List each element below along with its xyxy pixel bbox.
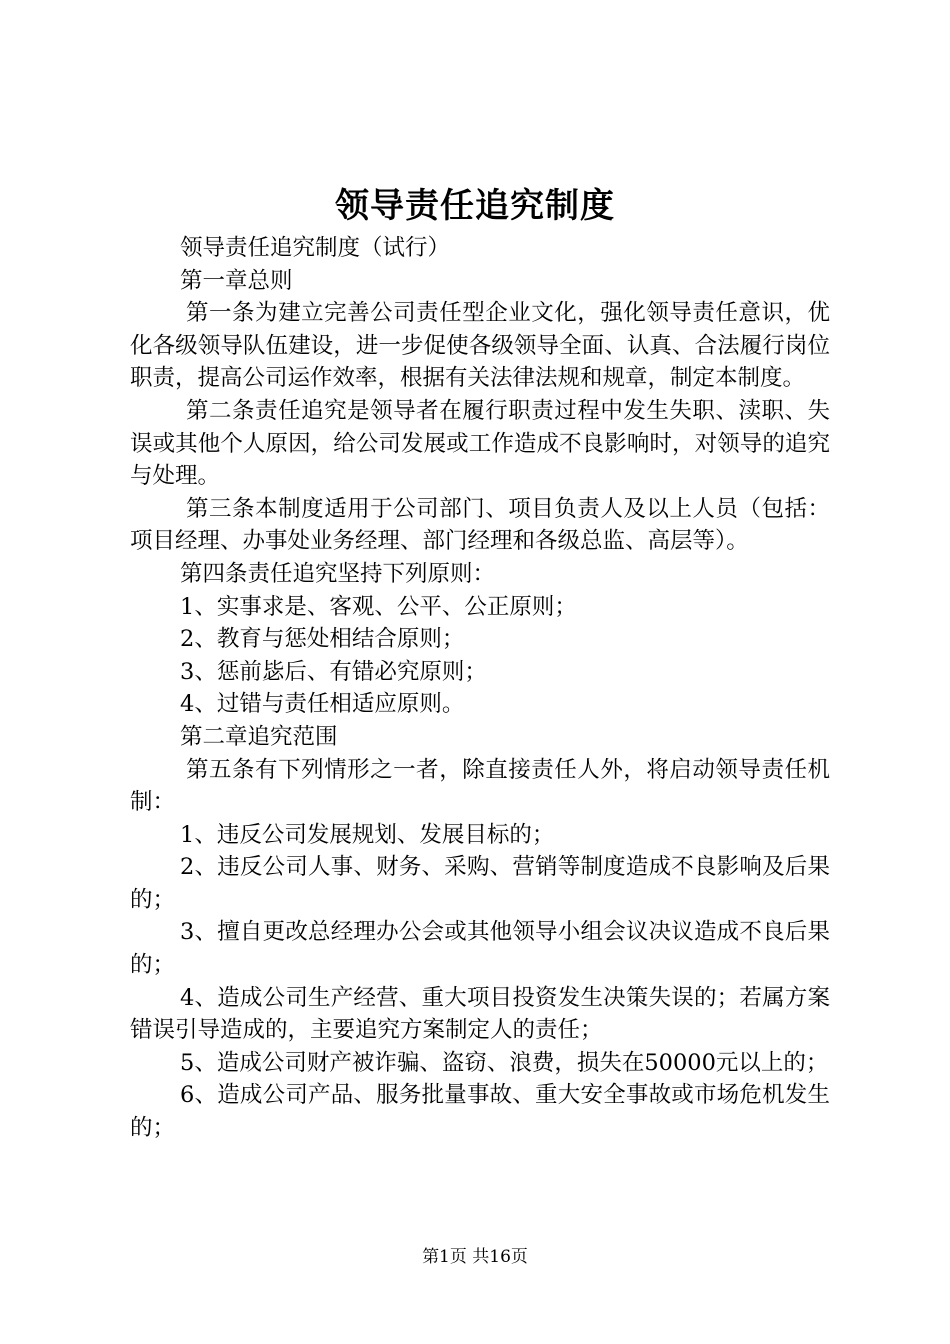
paragraph-article-2: 第二条责任追究是领导者在履行职责过程中发生失职、渎职、失误或其他个人原因，给公司发展或工作造成不良影响时，对领导的追究与处理。 <box>130 397 830 490</box>
list-item: 2、违反公司人事、财务、采购、营销等制度造成不良影响及后果的； <box>130 854 830 913</box>
document-body <box>130 232 830 1145</box>
list-item: 3、惩前毖后、有错必究原则； <box>180 658 487 685</box>
list-item: 1、违反公司发展规划、发展目标的； <box>180 821 555 848</box>
paragraph-chapter-1: 第一章总则 <box>180 267 293 294</box>
list-item: 1、实事求是、客观、公平、公正原则； <box>180 593 577 620</box>
list-item: 3、擅自更改总经理办公会或其他领导小组会议决议造成不良后果的； <box>130 919 830 979</box>
list-item: 4、造成公司生产经营、重大项目投资发生决策失误的；若属方案错误引导造成的，主要追究方案制定人的责任； <box>130 984 830 1044</box>
paragraph-article-4: 第四条责任追究坚持下列原则： <box>180 560 496 587</box>
paragraph-article-3: 第三条本制度适用于公司部门、项目负责人及以上人员（包括：项目经理、办事处业务经理、部门经理和各级总监、高层等）。 <box>130 495 830 555</box>
list-item: 5、造成公司财产被诈骗、盗窃、浪费，损失在50000元以上的； <box>180 1049 829 1076</box>
page-number-footer: 第1页 共16页 <box>422 1247 528 1267</box>
paragraph-article-1: 第一条为建立完善公司责任型企业文化，强化领导责任意识，优化各级领导队伍建设，进一步促使各级领导全面、认真、合法履行岗位职责，提高公司运作效率，根据有关法律法规和规章，制定本制度。 <box>130 300 830 392</box>
list-item: 4、过错与责任相适应原则。 <box>180 691 465 718</box>
paragraph-chapter-2: 第二章追究范围 <box>180 723 338 750</box>
document-title: 领导责任追究制度 <box>335 186 615 226</box>
paragraph-subtitle: 领导责任追究制度（试行） <box>180 235 451 261</box>
list-item: 2、教育与惩处相结合原则； <box>180 626 465 653</box>
paragraph-article-5: 第五条有下列情形之一者，除直接责任人外，将启动领导责任机制： <box>130 756 830 816</box>
list-item: 6、造成公司产品、服务批量事故、重大安全事故或市场危机发生的； <box>130 1082 830 1142</box>
